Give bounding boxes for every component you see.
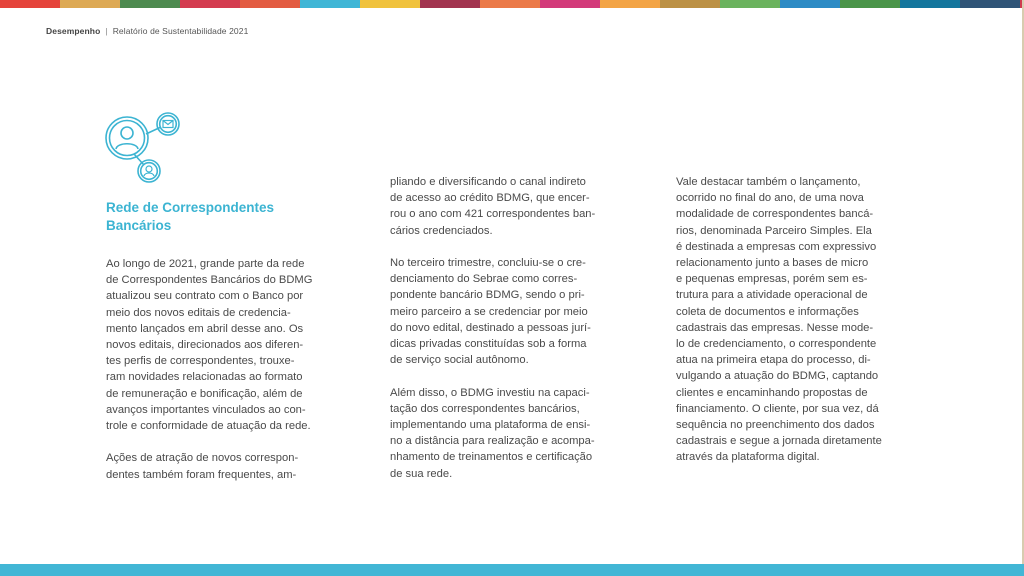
stripe-segment <box>660 0 720 8</box>
stripe-segment <box>540 0 600 8</box>
paragraph: pliando e diversificando o canal indireto de acesso ao crédito BDMG, que encer- rou o ano com 421 correspondentes ban- cários credenciados. <box>390 176 596 237</box>
paragraph: Além disso, o BDMG investiu na capaci- tação dos correspondentes bancários, implementando uma plataforma de ensi- no a distância para realização e acompa- nhamento de treinamentos e certificação de sua rede. <box>390 386 595 480</box>
stripe-segment <box>120 0 180 8</box>
paragraph: Vale destacar também o lançamento, ocorrido no final do ano, de uma nova modalidade de correspondentes bancá- rios, denominada Parceiro Simples. Ela é destinada a empresas com expressivo relacionamento junto a bases de micro e pequenas empresas, porém sem es- trutura para a atividade operacional de coleta de documentos e informações cadastrais das empresas. Nesse mode- lo de credenciamento, o correspondente atua na primeira etapa do processo, di- vulgando a atuação do BDMG, captando clientes e encaminhando propostas de financiamento. O cliente, por sua vez, dá sequência no preenchimento dos dados cadastrais e segue a jornada diretamente através da plataforma digital. <box>676 176 882 464</box>
stripe-segment <box>720 0 780 8</box>
stripe-segment <box>360 0 420 8</box>
stripe-segment <box>840 0 900 8</box>
paragraph: Ações de atração de novos correspon- dentes também foram frequentes, am- <box>106 452 299 481</box>
section-name: Desempenho <box>46 26 101 36</box>
stripe-segment <box>0 0 60 8</box>
stripe-segment <box>60 0 120 8</box>
stripe-segment <box>600 0 660 8</box>
color-stripe <box>0 0 1024 8</box>
page-header <box>46 26 248 36</box>
footer-bar <box>0 564 1024 576</box>
stripe-segment <box>240 0 300 8</box>
header-separator: | <box>105 26 108 36</box>
text-column-2 <box>390 174 635 498</box>
text-column-3 <box>676 174 921 482</box>
stripe-segment <box>780 0 840 8</box>
report-title: Relatório de Sustentabilidade 2021 <box>112 26 249 36</box>
stripe-segment <box>300 0 360 8</box>
paragraph: No terceiro trimestre, concluiu-se o cre- denciamento do Sebrae como corres- pondente bancário BDMG, sendo o pri- meiro parceiro a se credenciar por meio do novo edital, destinado a pessoas jurí- dicas privadas constituídas sob a forma de serviço social autônomo. <box>390 257 591 367</box>
network-people-envelope-icon <box>104 108 184 188</box>
stripe-segment <box>960 0 1020 8</box>
stripe-segment <box>480 0 540 8</box>
stripe-segment <box>180 0 240 8</box>
stripe-segment <box>420 0 480 8</box>
paragraph: Ao longo de 2021, grande parte da rede de Correspondentes Bancários do BDMG atualizou seu contrato com o Banco por meio dos novos editais de credencia- mento lançados em abril desse ano. Os novos editais, direcionados aos diferen- tes perfis de correspondentes, trouxe- ram novidades relacionadas ao formato de remuneração e bonificação, além de avanços importantes vinculados ao con- trole e conformidade de atuação da rede. <box>106 258 313 433</box>
stripe-segment <box>900 0 960 8</box>
article-title: Rede de Correspondentes Bancários <box>106 200 275 233</box>
text-column-1 <box>106 256 351 499</box>
